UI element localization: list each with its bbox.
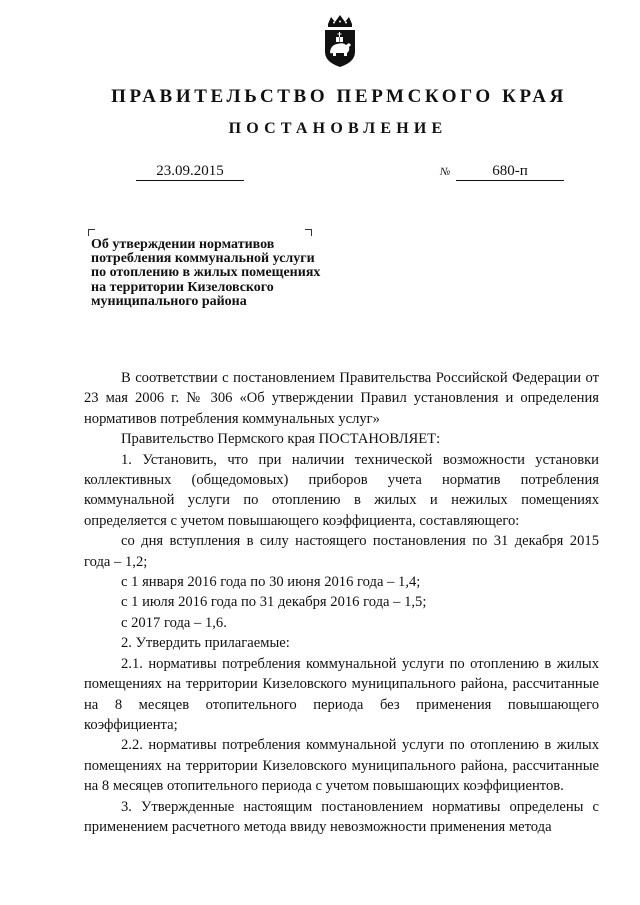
paragraph-item-3: 3. Утвержденные настоящим постановлением нормативы определены с применением расчетного метода ввиду невозможности применения метода (84, 798, 599, 835)
paragraph-preamble: В соответствии с постановлением Правительства Российской Федерации от 23 мая 2006 г. № 306 «Об утверждении Правил установления и определения нормативов потребления коммунальных услуг» (84, 370, 599, 427)
coat-of-arms-icon (322, 14, 358, 68)
subject-corner-right (305, 229, 312, 236)
subject-corner-left (88, 229, 95, 236)
paragraph-item-1: 1. Установить, что при наличии технической возможности установки коллективных (общедомовых) приборов учета норматив потребления коммунальной услуги по отоплению в жилых и нежилых помещениях определяется с учетом повышающего коэффициента, составляющего: (84, 451, 599, 529)
paragraph-item-2-2: 2.2. нормативы потребления коммунальной услуги по отоплению в жилых помещениях на территории Кизеловского муниципального района, рассчитанные на 8 месяцев отопительного периода с учетом повышающих коэффициентов. (84, 737, 599, 795)
paragraph-item-2-1: 2.1. нормативы потребления коммунальной услуги по отоплению в жилых помещениях на территории Кизеловского муниципального района, рассчитанные на 8 месяцев отопительного периода без применения повышающего коэффициента; (84, 655, 599, 733)
paragraph-coefficient-2016-h2: с 1 июля 2016 года по 31 декабря 2016 года – 1,5; (121, 594, 427, 611)
organization-title: ПРАВИТЕЛЬСТВО ПЕРМСКОГО КРАЯ (111, 86, 567, 107)
paragraph-resolves: Правительство Пермского края ПОСТАНОВЛЯЕТ: (121, 431, 441, 448)
paragraph-item-2: 2. Утвердить прилагаемые: (121, 635, 290, 652)
paragraph-coefficient-2017: с 2017 года – 1,6. (121, 614, 227, 631)
paragraph-coefficient-2016-h1: с 1 января 2016 года по 30 июня 2016 года – 1,4; (121, 574, 421, 591)
document-date: 23.09.2015 (136, 163, 244, 181)
paragraph-coefficient-2015: со дня вступления в силу настоящего постановления по 31 декабря 2015 года – 1,2; (84, 533, 599, 570)
document-number-label: № (440, 166, 451, 178)
document-body (84, 368, 599, 837)
document-subject: Об утверждении нормативов потребления коммунальной услуги по отоплению в жилых помещениях на территории Кизеловского муниципального района (91, 237, 321, 309)
document-number: 680-п (456, 163, 564, 181)
document-type-title: ПОСТАНОВЛЕНИЕ (228, 120, 448, 137)
